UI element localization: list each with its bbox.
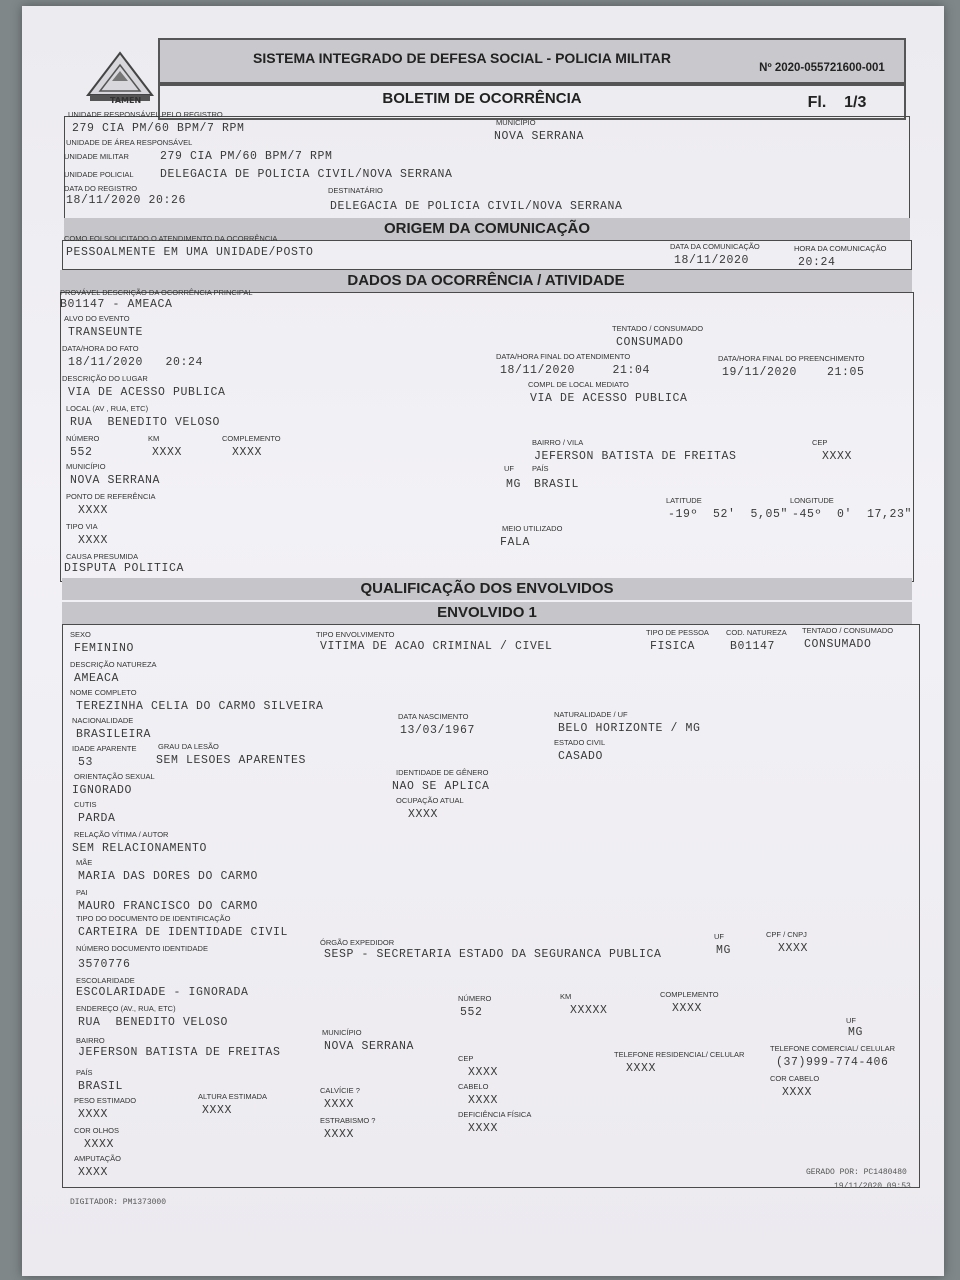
uf-doc-label: UF xyxy=(714,932,724,941)
tel-res: XXXX xyxy=(626,1062,657,1075)
longitude: -45º 0' 17,23" xyxy=(792,508,913,521)
olhos: XXXX xyxy=(84,1138,115,1151)
unidade-resp: 279 CIA PM/60 BPM/7 RPM xyxy=(72,122,245,135)
num-doc-label: NÚMERO DOCUMENTO IDENTIDADE xyxy=(76,944,208,953)
cutis-label: CUTIS xyxy=(74,800,97,809)
end-bairro: JEFERSON BATISTA DE FREITAS xyxy=(78,1046,281,1059)
logo-text: TAMEN xyxy=(110,96,142,105)
altura-label: ALTURA ESTIMADA xyxy=(198,1092,268,1101)
digitador: DIGITADOR: PM1373000 xyxy=(70,1198,167,1207)
unidade-policial: DELEGACIA DE POLICIA CIVIL/NOVA SERRANA xyxy=(160,168,453,181)
tentado-label: TENTADO / CONSUMADO xyxy=(612,324,704,333)
tipo-via: XXXX xyxy=(78,534,109,547)
como-label: COMO FOI SOLICITADO O ATENDIMENTO DA OCORRÊNCIA xyxy=(64,234,278,243)
pais-env-label: PAÍS xyxy=(76,1068,93,1077)
end-km-label: KM xyxy=(560,992,572,1001)
civil-label: ESTADO CIVIL xyxy=(554,738,606,747)
causa: DISPUTA POLITICA xyxy=(64,562,185,575)
pais-env: BRASIL xyxy=(78,1080,124,1093)
latitude-label: LATITUDE xyxy=(666,496,702,505)
envolvido-subtitle: ENVOLVIDO 1 xyxy=(62,602,912,624)
ponto-label: PONTO DE REFERÊNCIA xyxy=(66,492,156,501)
causa-label: CAUSA PRESUMIDA xyxy=(66,552,139,561)
unidade-resp-label: UNIDADE RESPONSÁVEL PELO REGISTRO xyxy=(68,110,223,119)
orient-label: ORIENTAÇÃO SEXUAL xyxy=(74,772,155,781)
nome: TEREZINHA CELIA DO CARMO SILVEIRA xyxy=(76,700,324,713)
tipo-doc: CARTEIRA DE IDENTIDADE CIVIL xyxy=(78,926,289,939)
como: PESSOALMENTE EM UMA UNIDADE/POSTO xyxy=(66,246,314,259)
desc-ocorrencia: B01147 - AMEACA xyxy=(60,298,173,311)
tipo-env-label: TIPO ENVOLVIMENTO xyxy=(316,630,395,639)
desc-nat-label: DESCRIÇÃO NATUREZA xyxy=(70,660,157,669)
lesao-label: GRAU DA LESÃO xyxy=(158,742,219,751)
hora-comunicacao-label: HORA DA COMUNICAÇÃO xyxy=(794,244,887,253)
origem-title: ORIGEM DA COMUNICAÇÃO xyxy=(64,218,910,240)
alvo-label: ALVO DO EVENTO xyxy=(64,314,130,323)
genero: NAO SE APLICA xyxy=(392,780,490,793)
endereco: RUA BENEDITO VELOSO xyxy=(78,1016,229,1029)
final-atend-label: DATA/HORA FINAL DO ATENDIMENTO xyxy=(496,352,631,361)
olhos-label: COR OLHOS xyxy=(74,1126,120,1135)
tentado: CONSUMADO xyxy=(616,336,684,349)
destinatario: DELEGACIA DE POLICIA CIVIL/NOVA SERRANA xyxy=(330,200,623,213)
peso-label: PESO ESTIMADO xyxy=(74,1096,137,1105)
nacionalidade: BRASILEIRA xyxy=(76,728,152,741)
compl-local-label: COMPL DE LOCAL MEDIATO xyxy=(528,380,629,389)
municipio-oc: NOVA SERRANA xyxy=(70,474,161,487)
cabelo: XXXX xyxy=(468,1094,499,1107)
end-mun-label: MUNICÍPIO xyxy=(322,1028,362,1037)
data-comunicacao: 18/11/2020 xyxy=(674,254,750,267)
naturalidade-label: NATURALIDADE / UF xyxy=(554,710,628,719)
ocorrencia-block xyxy=(60,292,914,582)
estrabismo-label: ESTRABISMO ? xyxy=(320,1116,376,1125)
civil: CASADO xyxy=(558,750,604,763)
alvo: TRANSEUNTE xyxy=(68,326,144,339)
tipo-pessoa: FISICA xyxy=(650,640,696,653)
end-cep-label: CEP xyxy=(458,1054,474,1063)
final-atend: 18/11/2020 21:04 xyxy=(500,364,651,377)
orgao-label: ÓRGÃO EXPEDIDOR xyxy=(320,938,395,947)
municipio-oc-label: MUNICÍPIO xyxy=(66,462,106,471)
tentado-env: CONSUMADO xyxy=(804,638,872,651)
end-compl: XXXX xyxy=(672,1002,703,1015)
local-label: LOCAL (AV , RUA, ETC) xyxy=(66,404,149,413)
end-bairro-label: BAIRRO xyxy=(76,1036,105,1045)
km-label: KM xyxy=(148,434,160,443)
fato-label: DATA/HORA DO FATO xyxy=(62,344,139,353)
document-page xyxy=(22,6,944,1276)
cor-cabelo-label: COR CABELO xyxy=(770,1074,820,1083)
gerado-por: GERADO POR: PC1480480 xyxy=(806,1168,907,1177)
bairro: JEFERSON BATISTA DE FREITAS xyxy=(534,450,737,463)
pais-label: PAÍS xyxy=(532,464,549,473)
municipio: NOVA SERRANA xyxy=(494,130,585,143)
orgao: SESP - SECRETARIA ESTADO DA SEGURANCA PUBLICA xyxy=(324,948,662,961)
km: XXXX xyxy=(152,446,183,459)
relacao-label: RELAÇÃO VÍTIMA / AUTOR xyxy=(74,830,169,839)
desc-ocorrencia-label: PROVÁVEL DESCRIÇÃO DA OCORRÊNCIA PRINCIPAL xyxy=(60,288,253,297)
bairro-label: BAIRRO / VILA xyxy=(532,438,584,447)
end-num: 552 xyxy=(460,1006,483,1019)
idade: 53 xyxy=(78,756,94,769)
uf-doc: MG xyxy=(716,944,732,957)
cep: XXXX xyxy=(822,450,853,463)
idade-label: IDADE APARENTE xyxy=(72,744,137,753)
calvicie: XXXX xyxy=(324,1098,355,1111)
local: RUA BENEDITO VELOSO xyxy=(70,416,221,429)
num-doc: 3570776 xyxy=(78,958,131,971)
end-compl-label: COMPLEMENTO xyxy=(660,990,719,999)
tipo-via-label: TIPO VIA xyxy=(66,522,98,531)
cod-nat-label: COD. NATUREZA xyxy=(726,628,787,637)
system-title: SISTEMA INTEGRADO DE DEFESA SOCIAL - POLICIA MILITAR xyxy=(253,50,671,66)
cpf-label: CPF / CNPJ xyxy=(766,930,807,939)
estrabismo: XXXX xyxy=(324,1128,355,1141)
tel-com-label: TELEFONE COMERCIAL/ CELULAR xyxy=(770,1044,896,1053)
meio-label: MEIO UTILIZADO xyxy=(502,524,563,533)
unidade-policial-label: UNIDADE POLICIAL xyxy=(64,170,134,179)
unidade-militar-label: UNIDADE MILITAR xyxy=(64,152,129,161)
end-num-label: NÚMERO xyxy=(458,994,492,1003)
lesao: SEM LESOES APARENTES xyxy=(156,754,307,767)
ocupacao-label: OCUPAÇÃO ATUAL xyxy=(396,796,464,805)
escolaridade-label: ESCOLARIDADE xyxy=(76,976,135,985)
endereco-label: ENDEREÇO (AV., RUA, ETC) xyxy=(76,1004,176,1013)
nasc: 13/03/1967 xyxy=(400,724,476,737)
data-registro: 18/11/2020 20:26 xyxy=(66,194,187,207)
data-registro-label: DATA DO REGISTRO xyxy=(64,184,138,193)
unidade-militar: 279 CIA PM/60 BPM/7 RPM xyxy=(160,150,333,163)
complemento-label: COMPLEMENTO xyxy=(222,434,281,443)
tentado-env-label: TENTADO / CONSUMADO xyxy=(802,626,894,635)
doc-title: BOLETIM DE OCORRÊNCIA xyxy=(382,90,582,107)
nacionalidade-label: NACIONALIDADE xyxy=(72,716,134,725)
envolvidos-title: QUALIFICAÇÃO DOS ENVOLVIDOS xyxy=(62,578,912,600)
deficiencia: XXXX xyxy=(468,1122,499,1135)
nasc-label: DATA NASCIMENTO xyxy=(398,712,469,721)
final-preench: 19/11/2020 21:05 xyxy=(722,366,865,379)
cod-nat: B01147 xyxy=(730,640,776,653)
genero-label: IDENTIDADE DE GÊNERO xyxy=(396,768,489,777)
lugar-label: DESCRIÇÃO DO LUGAR xyxy=(62,374,148,383)
end-uf: MG xyxy=(848,1026,864,1039)
sexo: FEMININO xyxy=(74,642,135,655)
latitude: -19º 52' 5,05" xyxy=(668,508,789,521)
final-preench-label: DATA/HORA FINAL DO PREENCHIMENTO xyxy=(718,354,865,363)
cabelo-label: CABELO xyxy=(458,1082,489,1091)
cor-cabelo: XXXX xyxy=(782,1086,813,1099)
ocupacao: XXXX xyxy=(408,808,439,821)
cpf: XXXX xyxy=(778,942,809,955)
escolaridade: ESCOLARIDADE - IGNORADA xyxy=(76,986,249,999)
fato: 18/11/2020 20:24 xyxy=(68,356,204,369)
desc-nat: AMEACA xyxy=(74,672,120,685)
nome-label: NOME COMPLETO xyxy=(70,688,137,697)
area-label: UNIDADE DE ÁREA RESPONSÁVEL xyxy=(66,138,193,147)
end-km: XXXXX xyxy=(570,1004,608,1017)
altura: XXXX xyxy=(202,1104,233,1117)
tel-com: (37)999-774-406 xyxy=(776,1056,889,1069)
hora-comunicacao: 20:24 xyxy=(798,256,836,269)
deficiencia-label: DEFICIÊNCIA FÍSICA xyxy=(458,1110,532,1119)
meio: FALA xyxy=(500,536,531,549)
tel-res-label: TELEFONE RESIDENCIAL/ CELULAR xyxy=(614,1050,745,1059)
data-comunicacao-label: DATA DA COMUNICAÇÃO xyxy=(670,242,760,251)
municipio-label: MUNICÍPIO xyxy=(496,118,536,127)
gerado-data: 19/11/2020 09:53 xyxy=(834,1182,911,1191)
lugar: VIA DE ACESSO PUBLICA xyxy=(68,386,226,399)
longitude-label: LONGITUDE xyxy=(790,496,834,505)
tipo-doc-label: TIPO DO DOCUMENTO DE IDENTIFICAÇÃO xyxy=(76,914,231,923)
pai: MAURO FRANCISCO DO CARMO xyxy=(78,900,259,913)
amputacao: XXXX xyxy=(78,1166,109,1179)
end-uf-label: UF xyxy=(846,1016,856,1025)
cep-label: CEP xyxy=(812,438,828,447)
uf: MG xyxy=(506,478,522,491)
pai-label: PAI xyxy=(76,888,88,897)
relacao: SEM RELACIONAMENTO xyxy=(72,842,208,855)
mae-label: MÃE xyxy=(76,858,93,867)
complemento: XXXX xyxy=(232,446,263,459)
calvicie-label: CALVÍCIE ? xyxy=(320,1086,360,1095)
end-cep: XXXX xyxy=(468,1066,499,1079)
page-number: Fl. 1/3 xyxy=(807,94,867,111)
bo-number: Nº 2020-055721600-001 xyxy=(759,62,885,74)
end-mun: NOVA SERRANA xyxy=(324,1040,415,1053)
amputacao-label: AMPUTAÇÃO xyxy=(74,1154,121,1163)
naturalidade: BELO HORIZONTE / MG xyxy=(558,722,701,735)
pais: BRASIL xyxy=(534,478,580,491)
ponto: XXXX xyxy=(78,504,109,517)
tipo-pessoa-label: TIPO DE PESSOA xyxy=(646,628,709,637)
ocorrencia-title: DADOS DA OCORRÊNCIA / ATIVIDADE xyxy=(60,270,912,292)
peso: XXXX xyxy=(78,1108,109,1121)
compl-local: VIA DE ACESSO PUBLICA xyxy=(530,392,688,405)
uf-label: UF xyxy=(504,464,514,473)
destinatario-label: DESTINATÁRIO xyxy=(328,186,383,195)
tipo-env: VITIMA DE ACAO CRIMINAL / CIVEL xyxy=(320,640,553,653)
sexo-label: SEXO xyxy=(70,630,91,639)
mae: MARIA DAS DORES DO CARMO xyxy=(78,870,259,883)
orient: IGNORADO xyxy=(72,784,133,797)
cutis: PARDA xyxy=(78,812,116,825)
numero-label: NÚMERO xyxy=(66,434,100,443)
numero: 552 xyxy=(70,446,93,459)
